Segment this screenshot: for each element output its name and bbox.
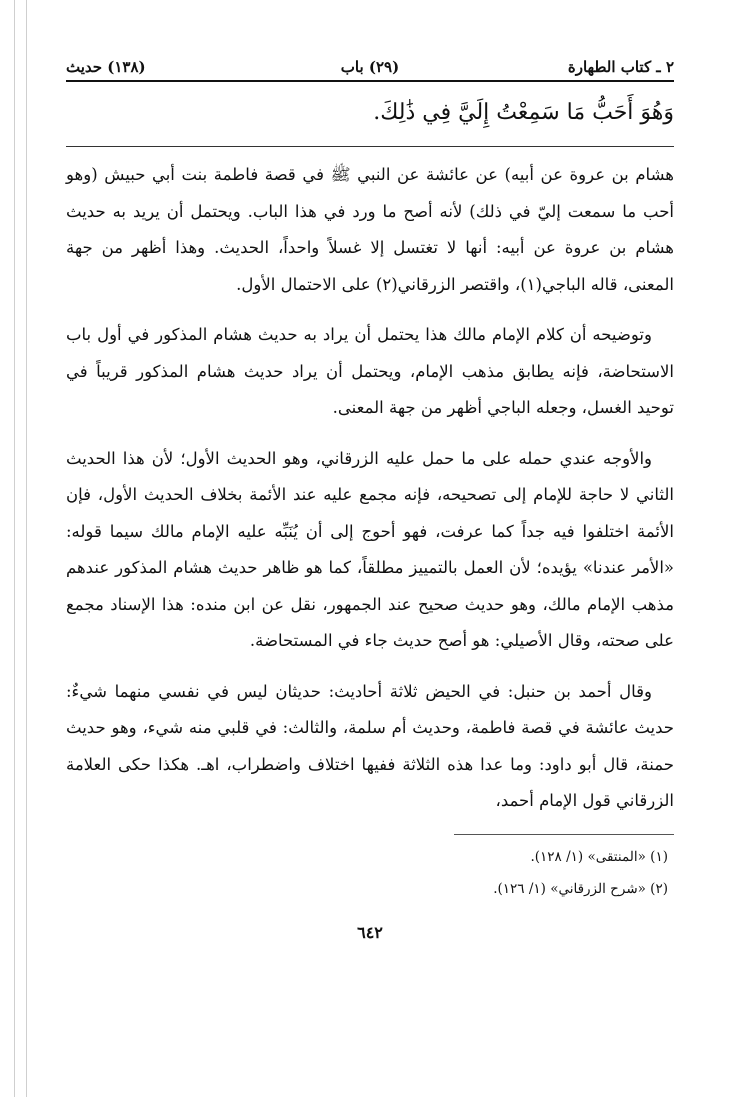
footnotes [66, 841, 674, 905]
header-chapter: ٢ ـ كتاب الطهارة [567, 58, 674, 76]
hadith-text: وَهُوَ أَحَبُّ مَا سَمِعْتُ إِلَيَّ فِي ذَٰلِكَ. [373, 100, 674, 125]
commentary-paragraph: والأوجه عندي حمله على ما حمل عليه الزرقاني، وهو الحديث الأول؛ لأن هذا الحديث الثاني لا حاجة للإمام إلى تصحيحه، فإنه مجمع عليه عند الأئمة بخلاف الحديث الأول، فإن الأئمة اختلفوا فيه جداً كما عرفت، فهو أحوج إلى أن يُنَبِّه عليه الإمام مالك سيما قوله: «الأمر عندنا» يؤيده؛ لأن العمل بالتمييز مطلقاً، كما هو ظاهر حديث هشام المذكور عندهم مذهب الإمام مالك، وهو حديث صحيح عند الجمهور، نقل عن ابن منده: هذا الإسناد مجمع على صحته، وقال الأصيلي: هو أصح حديث جاء في المستحاضة. [66, 448, 674, 650]
commentary-paragraph: وقال أحمد بن حنبل: في الحيض ثلاثة أحاديث: حديثان ليس في نفسي منهما شيءٌ: حديث عائشة في قصة فاطمة، وحديث أم سلمة، والثالث: في قلبي منه شيء، وهو حديث حمنة، قال أبو داود: وما عدا هذه الثلاثة ففيها اختلاف واضطراب، اهـ. هكذا حكى العلامة الزرقاني قول الإمام أحمد، [66, 681, 674, 810]
commentary-paragraph: هشام بن عروة عن أبيه) عن عائشة عن النبي ﷺ في قصة فاطمة بنت أبي حبيش (وهو أحب ما سمعت إليّ في ذلك) لأنه أصح ما ورد في هذا الباب. ويحتمل أن يريد به حديث هشام بن عروة عن أبيه: أنها لا تغتسل إلا غسلاً واحداً، الحديث. وهذا أظهر من جهة المعنى، قاله الباجي(١)، واقتصر الزرقاني(٢) على الاحتمال الأول. [66, 165, 674, 294]
footnote-item: (١) «المنتقى» (١/ ١٢٨). [530, 848, 668, 865]
gutter-line-left [14, 0, 15, 1097]
running-header [66, 52, 674, 78]
page-number: ٦٤٢ [357, 922, 383, 942]
footnote-item: (٢) «شرح الزرقاني» (١/ ١٢٦). [493, 880, 668, 897]
hadith-separator [66, 146, 674, 147]
commentary-paragraph: وتوضيحه أن كلام الإمام مالك هذا يحتمل أن يراد به حديث هشام المذكور في أول باب الاستحاضة، فإنه يطابق مذهب الإمام، ويحتمل أن يراد حديث هشام المذكور قريباً في توحيد الغسل، وجعله الباجي أظهر من جهة المعنى. [66, 325, 674, 417]
gutter-line-left-inner [26, 0, 27, 1097]
header-section: (٢٩) باب [340, 58, 400, 76]
book-page [66, 52, 674, 942]
header-hadith-number: (١٣٨) حديث [66, 58, 146, 76]
footnote-separator [454, 834, 674, 835]
